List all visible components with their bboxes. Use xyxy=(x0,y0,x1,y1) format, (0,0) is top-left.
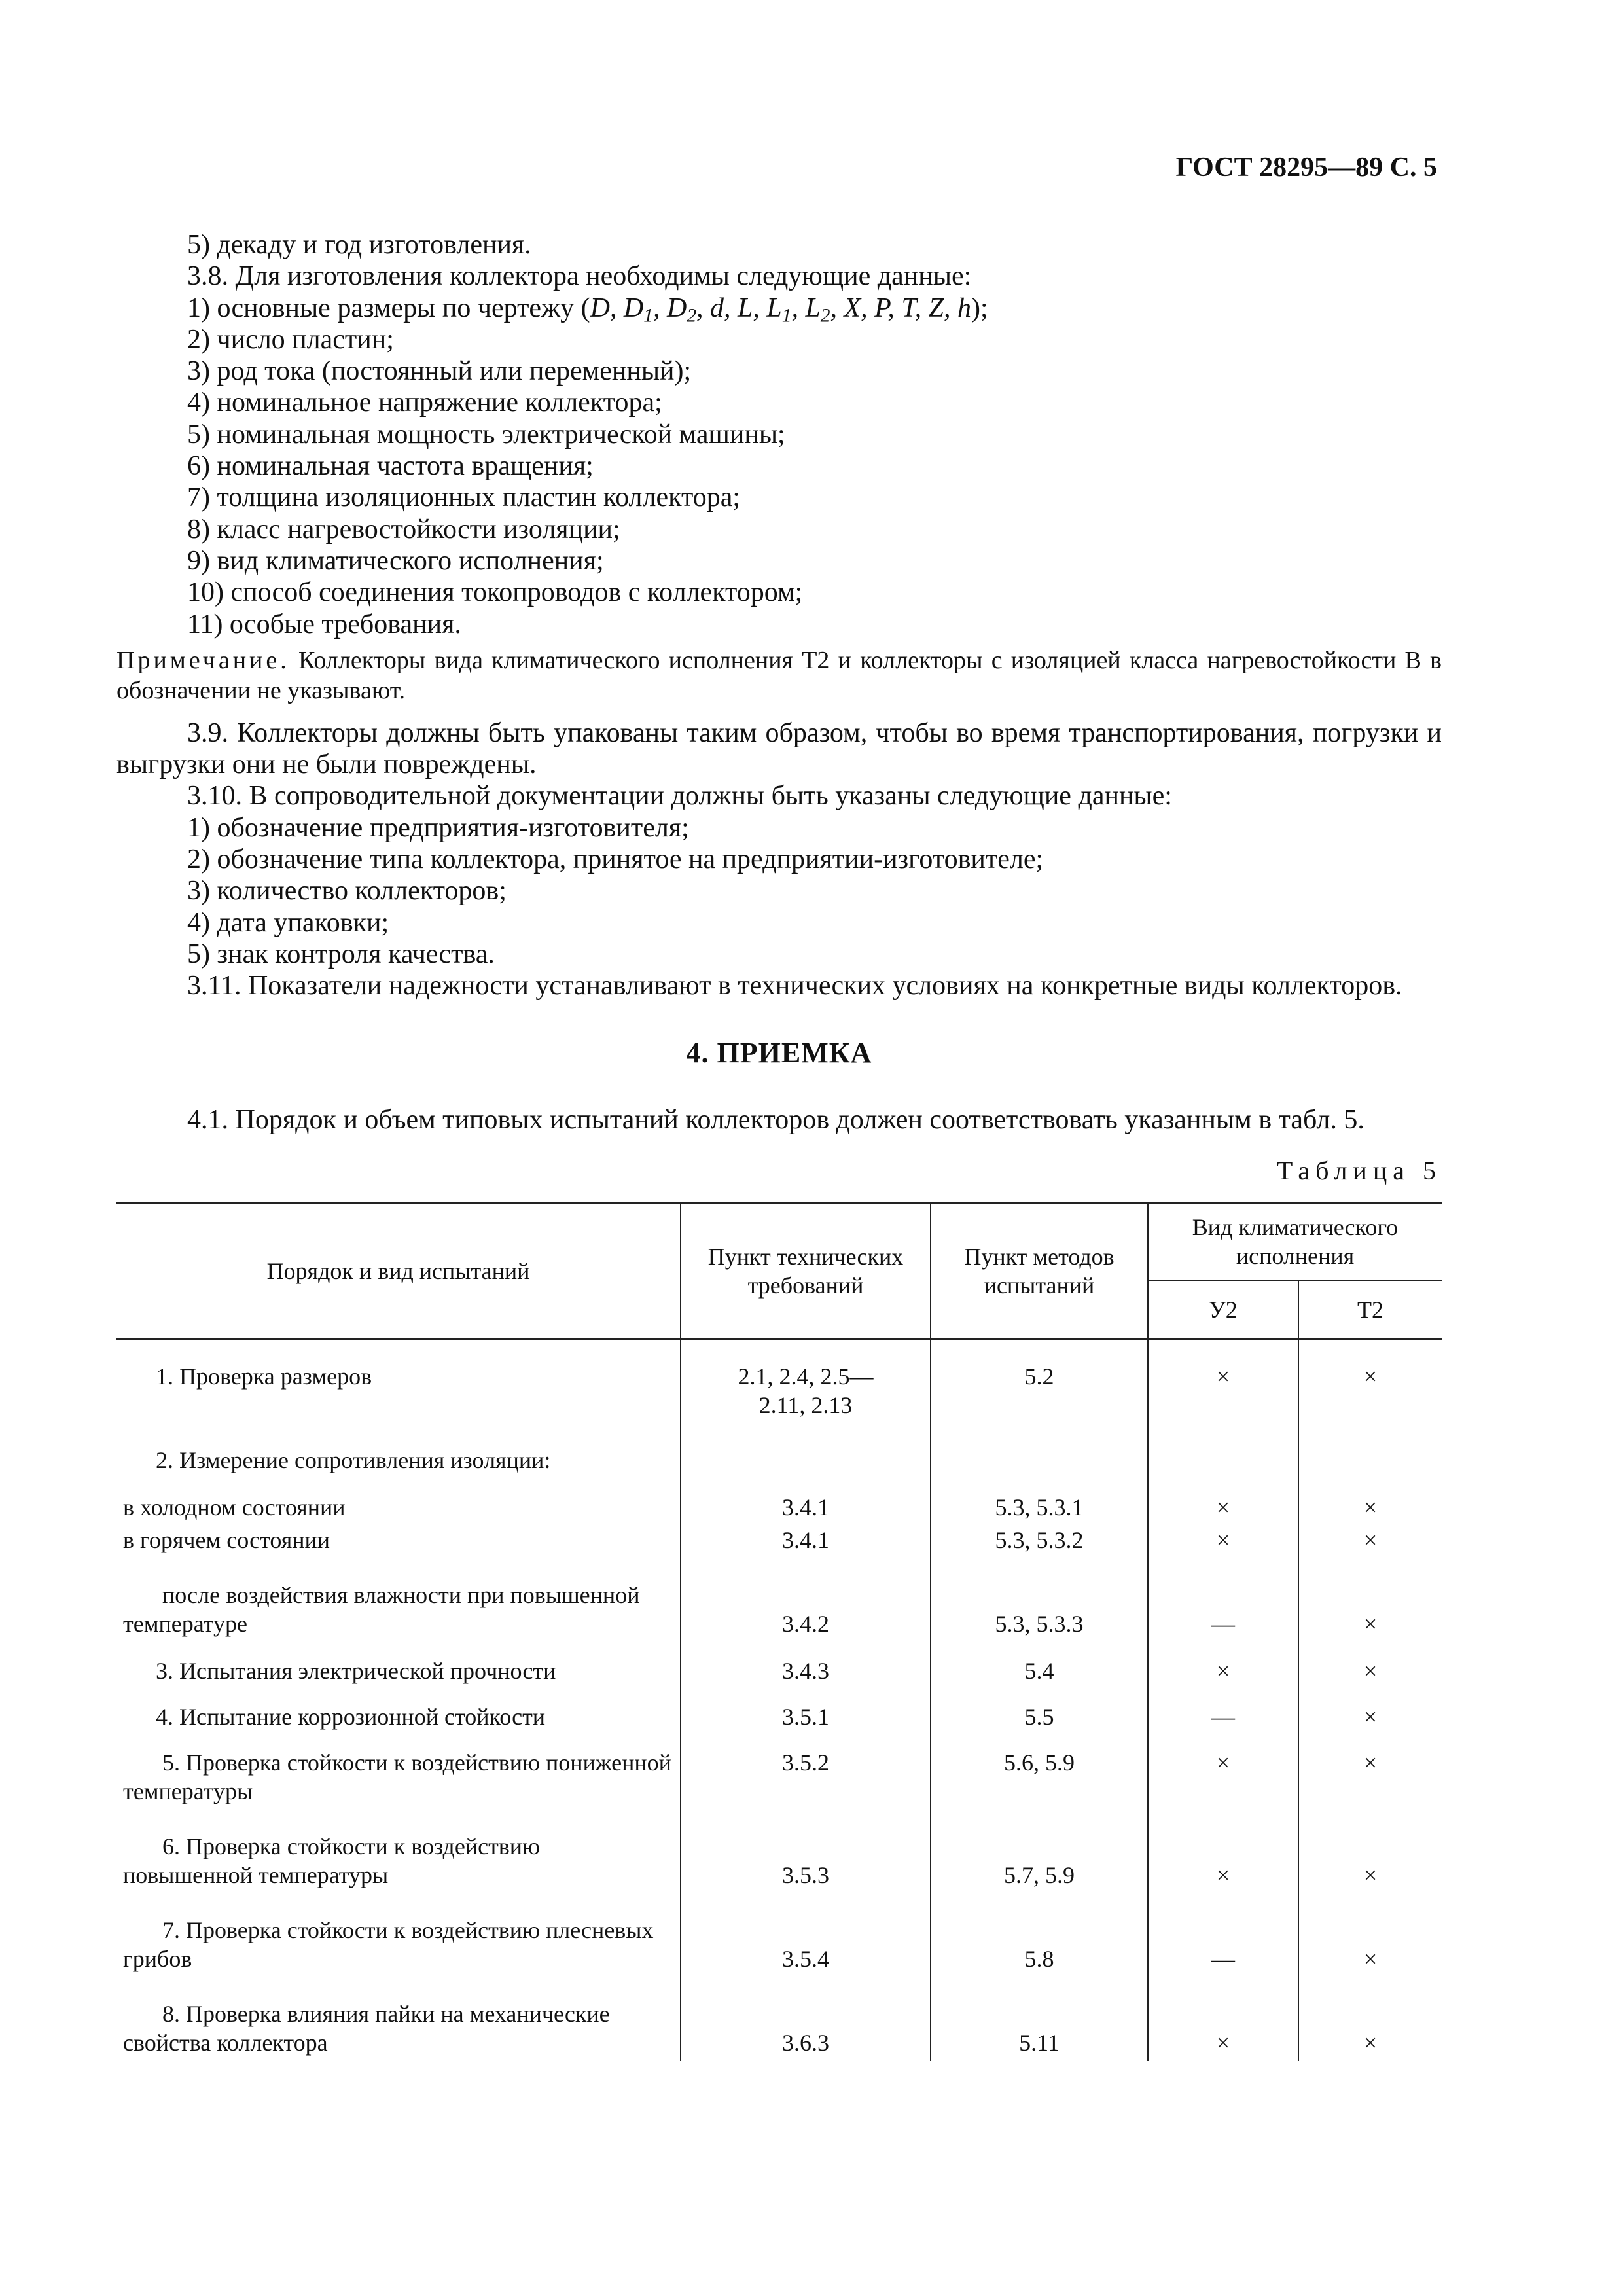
u2-cell: — xyxy=(1148,1689,1298,1735)
table-row xyxy=(116,1642,1442,1689)
table-row xyxy=(116,1689,1442,1735)
section-3-11: 3.11. Показатели надежности устанавливают в технических условиях на конкретные виды коллекторов. xyxy=(187,971,1402,1001)
tech-req-cell: 3.5.1 xyxy=(681,1689,931,1735)
tech-req-cell: 3.5.4 xyxy=(681,1893,931,1977)
method-cell: 5.5 xyxy=(931,1689,1148,1735)
t2-cell: × xyxy=(1298,1689,1442,1735)
list-item-1-tail: ); xyxy=(971,293,988,323)
table-row xyxy=(116,1479,1442,1526)
method-cell: 5.4 xyxy=(931,1642,1148,1689)
list-item: 3) количество коллекторов; xyxy=(187,876,507,906)
u2-cell: × xyxy=(1148,1526,1298,1558)
test-name: после воздействия влажности при повышенной температуре xyxy=(123,1582,640,1638)
list-item: 1) обозначение предприятия-изготовителя; xyxy=(187,812,689,843)
u2-cell: × xyxy=(1148,1642,1298,1689)
test-name: 3. Испытания электрической прочности xyxy=(156,1658,556,1685)
u2-cell: × xyxy=(1148,1479,1298,1526)
note-label: Примечание. xyxy=(116,646,290,674)
method-cell: 5.11 xyxy=(931,1977,1148,2061)
t2-cell: × xyxy=(1298,1526,1442,1558)
test-name: в холодном состоянии xyxy=(123,1494,346,1521)
method-cell: 5.2 xyxy=(931,1339,1148,1424)
document-body xyxy=(116,229,1442,2061)
section-3-8: 3.8. Для изготовления коллектора необходимы следующие данные: xyxy=(187,261,972,292)
list-item: 5) знак контроля качества. xyxy=(187,939,495,969)
table-row xyxy=(116,1977,1442,2061)
list-item: 4) дата упаковки; xyxy=(187,907,389,938)
section-4-title: 4. ПРИЕМКА xyxy=(686,1036,872,1069)
tech-req-cell: 3.4.3 xyxy=(681,1642,931,1689)
note xyxy=(116,645,1442,706)
test-name: 8. Проверка влияния пайки на механические свойства коллектора xyxy=(123,2001,610,2056)
tech-req-cell: 3.4.2 xyxy=(681,1558,931,1642)
u2-cell: × xyxy=(1148,1977,1298,2061)
list-item: 2) обозначение типа коллектора, принятое на предприятии-изготовителе; xyxy=(187,844,1044,875)
list-item: 9) вид климатического исполнения; xyxy=(187,545,604,576)
test-name: 7. Проверка стойкости к воздействию плесневых грибов xyxy=(123,1917,654,1973)
u2-cell: × xyxy=(1148,1810,1298,1893)
test-name: 2. Измерение сопротивления изоляции: xyxy=(156,1447,551,1474)
table-caption: Таблица 5 xyxy=(1276,1156,1442,1186)
tech-req-cell: 3.6.3 xyxy=(681,1977,931,2061)
list-item: 2) число пластин; xyxy=(187,324,394,355)
t2-cell: × xyxy=(1298,1735,1442,1810)
list-item: 11) особые требования. xyxy=(187,609,461,639)
table-row xyxy=(116,1735,1442,1810)
test-name: 4. Испытание коррозионной стойкости xyxy=(156,1704,546,1731)
table-row xyxy=(116,1526,1442,1558)
method-cell: 5.7, 5.9 xyxy=(931,1810,1148,1893)
t2-cell: × xyxy=(1298,1810,1442,1893)
list-item: 6) номинальная частота вращения; xyxy=(187,451,594,482)
list-item: 4) номинальное напряжение коллектора; xyxy=(187,387,662,418)
method-cell: 5.3, 5.3.2 xyxy=(931,1526,1148,1558)
column-header-climatic: Вид климатического исполнения xyxy=(1148,1203,1442,1280)
table-row xyxy=(116,1424,1442,1479)
u2-cell: × xyxy=(1148,1735,1298,1810)
tech-req-cell: 3.4.1 xyxy=(681,1526,931,1558)
table-row xyxy=(116,1339,1442,1424)
dimension-symbols: D, $D_1$, $D_2$, d, L, $L_1$, $L_2$, X, P, T, Z, h xyxy=(590,293,971,326)
method-cell: 5.3, 5.3.3 xyxy=(931,1558,1148,1642)
u2-cell: — xyxy=(1148,1893,1298,1977)
t2-cell: × xyxy=(1298,1479,1442,1526)
tech-req-cell: 3.5.2 xyxy=(681,1735,931,1810)
column-header-tech-req: Пункт технических требований xyxy=(681,1203,931,1339)
test-name: 6. Проверка стойкости к воздействию повышенной температуры xyxy=(123,1833,540,1889)
table-5 xyxy=(116,1202,1442,2061)
column-header-t2: Т2 xyxy=(1298,1280,1442,1339)
table-row xyxy=(116,1893,1442,1977)
test-name: 1. Проверка размеров xyxy=(156,1363,372,1390)
t2-cell: × xyxy=(1298,1558,1442,1642)
u2-cell: — xyxy=(1148,1558,1298,1642)
method-cell: 5.6, 5.9 xyxy=(931,1735,1148,1810)
list-item-1 xyxy=(116,293,1442,324)
tech-req-cell xyxy=(681,1424,931,1479)
t2-cell xyxy=(1298,1424,1442,1479)
t2-cell: × xyxy=(1298,1642,1442,1689)
method-cell xyxy=(931,1424,1148,1479)
test-name: в горячем состоянии xyxy=(123,1527,330,1554)
list-item: 5) декаду и год изготовления. xyxy=(187,230,531,260)
u2-cell xyxy=(1148,1424,1298,1479)
list-item: 8) класс нагревостойкости изоляции; xyxy=(187,514,620,545)
section-3-9: 3.9. Коллекторы должны быть упакованы таким образом, чтобы во время транспортирования, погрузки и выгрузки они не были повреждены. xyxy=(116,717,1442,780)
column-header-test-methods: Пункт методов испытаний xyxy=(931,1203,1148,1339)
tech-req-cell: 3.4.1 xyxy=(681,1479,931,1526)
method-cell: 5.3, 5.3.1 xyxy=(931,1479,1148,1526)
section-3-10: 3.10. В сопроводительной документации должны быть указаны следующие данные: xyxy=(187,781,1172,812)
list-item: 3) род тока (постоянный или переменный); xyxy=(187,356,692,387)
u2-cell: × xyxy=(1148,1339,1298,1424)
page-header: ГОСТ 28295—89 С. 5 xyxy=(1175,152,1437,183)
t2-cell: × xyxy=(1298,1893,1442,1977)
list-item: 7) толщина изоляционных пластин коллектора; xyxy=(187,482,741,513)
list-item: 5) номинальная мощность электрической машины; xyxy=(187,419,785,450)
tech-req-cell: 2.1, 2.4, 2.5—2.11, 2.13 xyxy=(681,1339,931,1424)
list-item: 10) способ соединения токопроводов с коллектором; xyxy=(187,577,803,608)
test-name: 5. Проверка стойкости к воздействию пониженной температуры xyxy=(123,1749,671,1805)
t2-cell: × xyxy=(1298,1339,1442,1424)
note-text: Коллекторы вида климатического исполнения Т2 и коллекторы с изоляцией класса нагревостойкости В в обозначении не указывают. xyxy=(116,646,1442,704)
paragraph-4-1: 4.1. Порядок и объем типовых испытаний коллекторов должен соответствовать указанным в табл. 5. xyxy=(187,1104,1364,1135)
list-item-1-lead: 1) основные размеры по чертежу ( xyxy=(187,293,590,323)
tech-req-cell: 3.5.3 xyxy=(681,1810,931,1893)
column-header-test: Порядок и вид испытаний xyxy=(116,1203,681,1339)
t2-cell: × xyxy=(1298,1977,1442,2061)
column-header-u2: У2 xyxy=(1148,1280,1298,1339)
table-row xyxy=(116,1558,1442,1642)
method-cell: 5.8 xyxy=(931,1893,1148,1977)
table-row xyxy=(116,1810,1442,1893)
